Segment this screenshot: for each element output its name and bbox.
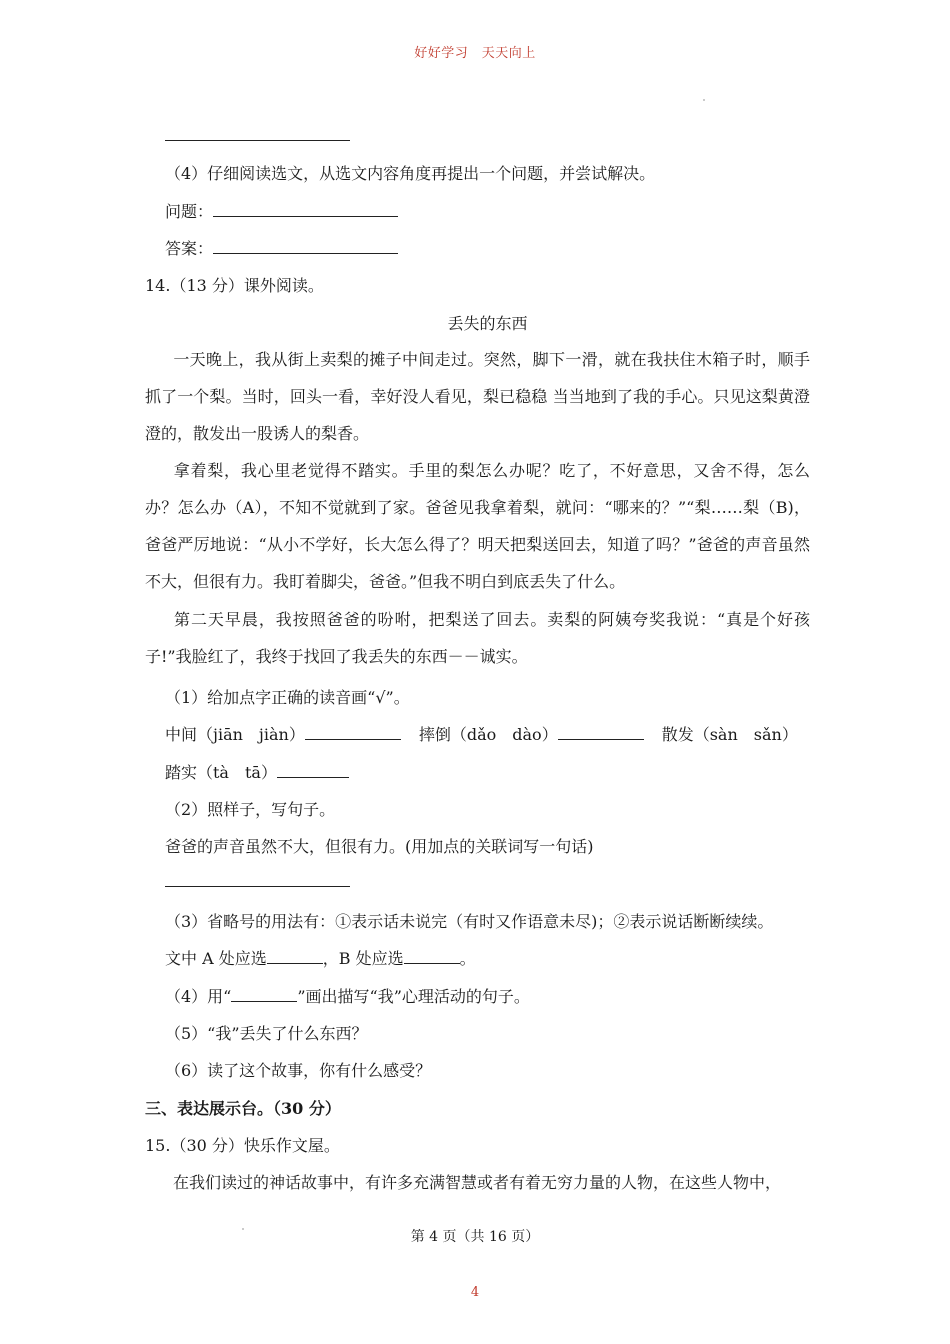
q14-heading: 14.（13 分）课外阅读。 [145,276,324,295]
question-label: 问题： [165,202,214,221]
answer-line [165,886,350,887]
pinyin-blank[interactable] [277,776,349,778]
page-number: 4 [470,1285,480,1300]
q14-4-prompt [165,984,530,1007]
q14-2-example: 爸爸的声音虽然不大，但很有力。(用加点的关联词写一句话) [165,837,594,856]
q14-1-prompt: （1）给加点字正确的读音画“√”。 [165,688,410,707]
blank-b[interactable] [404,962,460,964]
page-footer: 第 4 页（共 16 页） [410,1229,540,1245]
q13-item4-prompt: （4）仔细阅读选文，从选文内容角度再提出一个问题，并尝试解决。 [165,164,656,183]
q13-question-row [165,199,398,222]
fill-text: 文中 A 处应选 [165,949,267,968]
q14-4-text: ”画出描写“我”心理活动的句子。 [297,987,530,1006]
pinyin-item: 中间（jiān jiàn） [165,725,305,744]
passage-title: 丢失的东西 [447,314,528,333]
pinyin-item: 摔倒（dǎo dào） [418,725,558,744]
pinyin-blank[interactable] [558,738,644,740]
blank-a[interactable] [267,962,323,964]
answer-label: 答案： [165,239,214,258]
section-3-heading: 三、表达展示台。（30 分） [145,1099,341,1118]
passage-paragraph-2: 拿着梨，我心里老觉得不踏实。手里的梨怎么办呢？吃了，不好意思，又舍不得，怎么办？怎么办（A），不知不觉就到了家。爸爸见我拿着梨，就问：“哪来的？”“梨……梨（B)，爸爸严厉地说：“从小不学好，长大怎么得了？明天把梨送回去，知道了吗？”爸爸的声音虽然不大，但很有力。我盯着脚尖，爸爸。”但我不明白到底丢失了什么。 [145,461,810,591]
q13-answer-row [165,236,398,259]
q14-6-prompt: （6）读了这个故事，你有什么感受？ [165,1061,432,1080]
q14-3-fill [165,946,476,969]
answer-line [165,140,350,141]
passage-paragraph-1: 一天晚上，我从街上卖梨的摊子中间走过。突然，脚下一滑，就在我扶住木箱子时，顺手抓了一个梨。当时，回头一看，幸好没人看见，梨已稳稳 当当地到了我的手心。只见这梨黄澄澄的，散发出一股诱人的梨香。 [145,350,810,443]
pinyin-row-1 [165,722,798,745]
underline-mark [231,1000,297,1002]
passage-paragraph-3: 第二天早晨，我按照爸爸的吩咐，把梨送了回去。卖梨的阿姨夸奖我说：“真是个好孩子!”我脸红了，我终于找回了我丢失的东西－－诚实。 [145,610,810,666]
q14-2-prompt: （2）照样子，写句子。 [165,800,336,819]
question-blank[interactable] [213,215,398,217]
scan-dot [703,99,705,101]
answer-blank[interactable] [213,252,398,254]
q14-3-prompt: （3）省略号的用法有：①表示话未说完（有时又作语意未尽)；②表示说话断断续续。 [165,912,774,931]
q14-4-text: （4）用“ [165,987,232,1006]
pinyin-item: 散发（sàn sǎn） [661,725,798,744]
pinyin-row-2 [165,760,349,783]
fill-text: ，B 处应选 [322,949,404,968]
q15-text: 在我们读过的神话故事中，有许多充满智慧或者有着无穷力量的人物，在这些人物中， [173,1173,782,1192]
pinyin-item: 踏实（tà tā） [165,763,277,782]
q15-heading: 15.（30 分）快乐作文屋。 [145,1136,340,1155]
q14-5-prompt: （5）“我”丢失了什么东西？ [165,1024,368,1043]
page-header: 好好学习 天天向上 [414,46,536,61]
fill-text: 。 [459,949,476,968]
pinyin-blank[interactable] [305,738,401,740]
